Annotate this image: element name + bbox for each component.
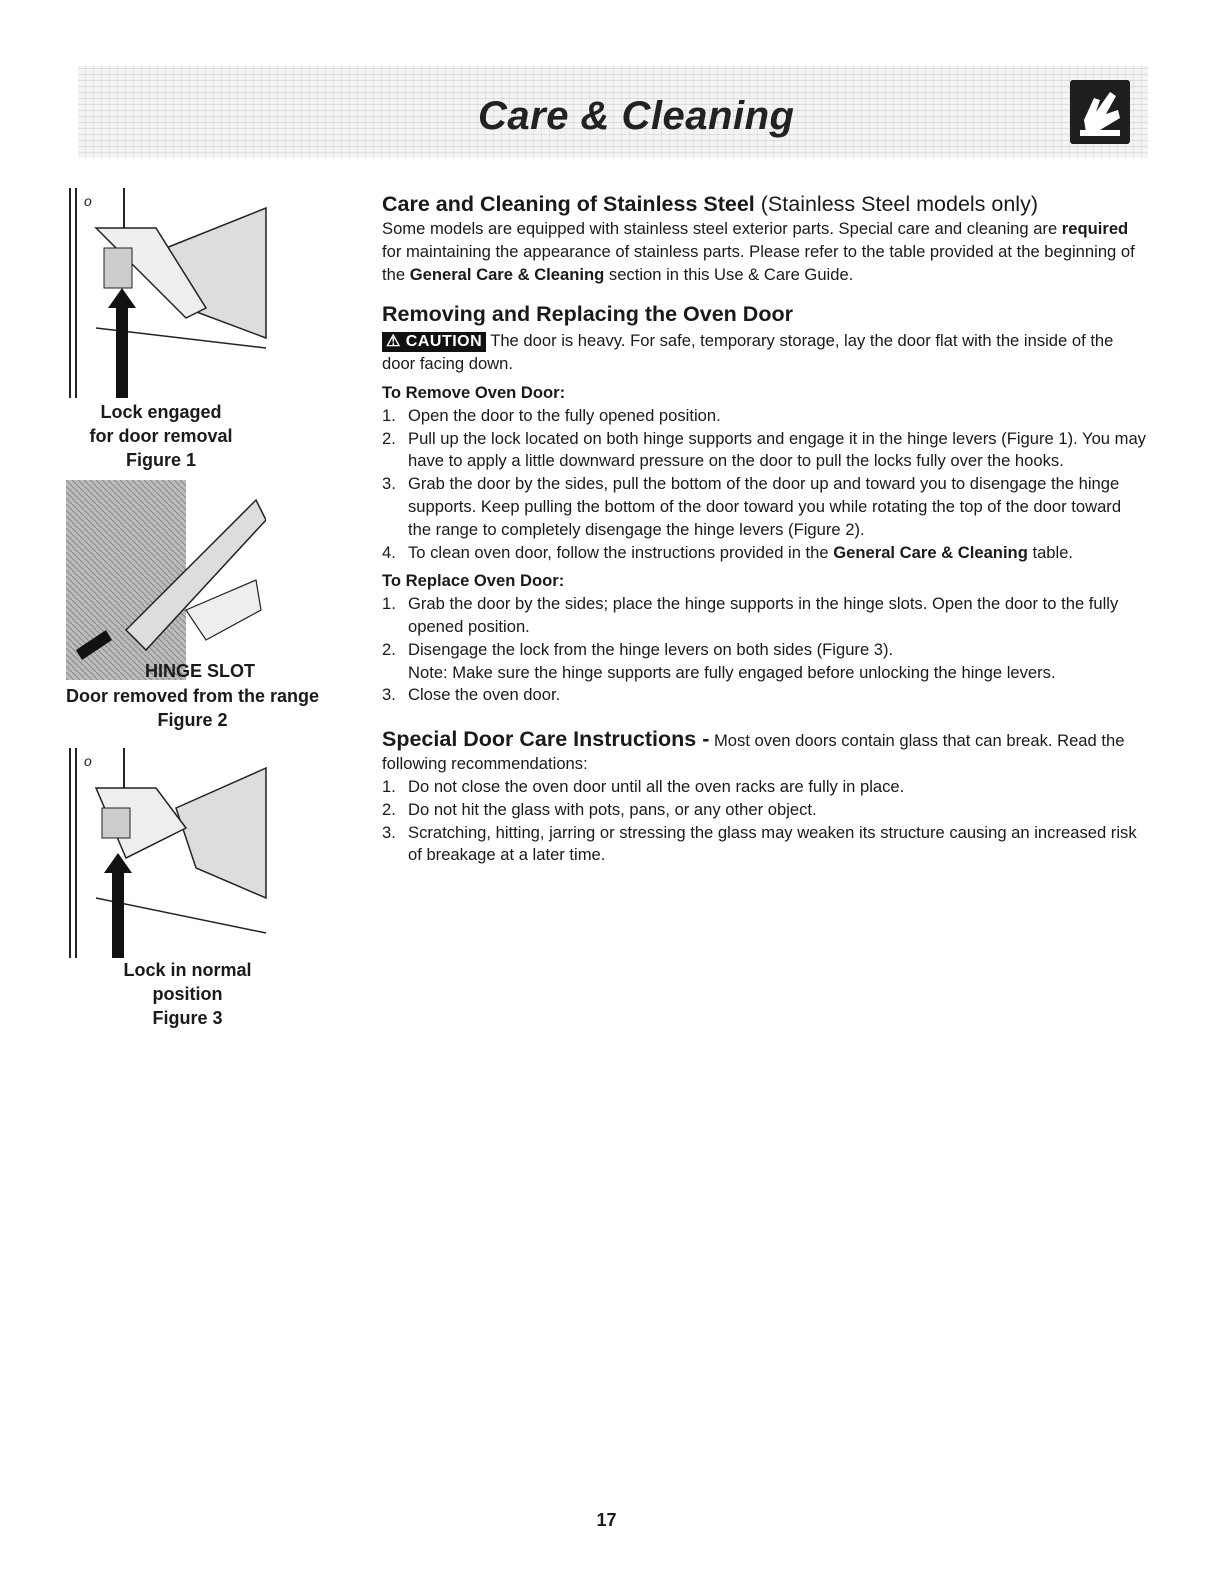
- list-number: 2.: [382, 639, 396, 659]
- stainless-paragraph: [382, 218, 1147, 286]
- svg-text:o: o: [84, 193, 92, 209]
- list-number: 1.: [382, 594, 396, 614]
- paragraph-text: section in this Use & Care Guide.: [604, 264, 854, 284]
- list-text: Pull up the lock located on both hinge supports and engage it in the hinge levers (Figure 1). You may have to apply a little downward pressure on the door to pull the locks fully over the hooks.: [408, 428, 1146, 471]
- stainless-heading-text: Care and Cleaning of Stainless Steel: [382, 192, 755, 216]
- list-text: Disengage the lock from the hinge levers on both sides (Figure 3).: [408, 639, 894, 659]
- list-bold: General Care & Cleaning: [833, 542, 1028, 562]
- door-heading: Removing and Replacing the Oven Door: [382, 302, 793, 327]
- stainless-heading: [382, 190, 1147, 218]
- main-content: [382, 190, 1147, 867]
- replace-note: Note: Make sure the hinge supports are fully engaged before unlocking the hinge levers.: [408, 662, 1056, 682]
- list-text: To clean oven door, follow the instructions provided in the: [408, 542, 834, 562]
- special-paragraph: [382, 725, 1147, 776]
- caption-line: Door removed from the range: [65, 686, 320, 706]
- svg-text:o: o: [84, 753, 92, 769]
- caution-paragraph: [382, 330, 1147, 376]
- page-title: Care & Cleaning: [478, 94, 795, 138]
- special-steps: [382, 776, 1147, 867]
- list-item: [382, 822, 1147, 868]
- paragraph-text: for maintaining the appearance of stainless parts. Please refer to the table provided at the beginning of the: [382, 241, 1135, 284]
- list-number: 3.: [382, 474, 396, 494]
- list-text: table.: [1027, 542, 1074, 562]
- caption-line: Lock in normal: [123, 960, 252, 980]
- caution-label: CAUTION: [405, 333, 483, 351]
- special-intro: Most oven doors contain glass that can break. Read the following recommendations:: [382, 731, 1125, 774]
- figure-3-caption: [100, 958, 275, 1030]
- list-item: [382, 799, 1147, 822]
- list-number: 1.: [382, 405, 396, 425]
- caution-text: The door is heavy. For safe, temporary storage, lay the door flat with the inside of the door facing down.: [382, 331, 1114, 374]
- list-item: [382, 593, 1147, 639]
- caption-line: Figure 3: [152, 1008, 223, 1028]
- list-number: 3.: [382, 685, 396, 705]
- figure-1-caption: [66, 400, 256, 472]
- figure-2-caption: [40, 684, 345, 732]
- list-item: [382, 639, 1147, 685]
- header-banner: [78, 66, 1148, 158]
- list-text: Grab the door by the sides; place the hinge supports in the hinge slots. Open the door to the fully opened position.: [408, 594, 1119, 636]
- caution-badge: ⚠ CAUTION: [382, 332, 486, 352]
- list-item: [382, 776, 1147, 799]
- page-number: 17: [596, 1510, 617, 1530]
- list-number: 1.: [382, 776, 396, 796]
- hand-wiping-icon: [1070, 80, 1130, 144]
- figure-3-image: [66, 748, 276, 958]
- list-item: [382, 542, 1147, 565]
- list-text: Open the door to the fully opened position.: [408, 405, 721, 425]
- list-text: Do not close the oven door until all the oven racks are fully in place.: [408, 776, 905, 796]
- list-number: 4.: [382, 542, 396, 562]
- caption-line: Figure 1: [125, 450, 196, 470]
- list-item: [382, 684, 1147, 707]
- replace-heading: To Replace Oven Door:: [382, 571, 565, 591]
- replace-steps: [382, 593, 1147, 707]
- caption-line: Figure 2: [157, 710, 228, 730]
- list-item: [382, 428, 1147, 474]
- remove-steps: [382, 405, 1147, 565]
- list-text: Scratching, hitting, jarring or stressing the glass may weaken its structure causing an increased risk of breakage at a later time.: [408, 822, 1137, 865]
- caption-line: position: [152, 984, 223, 1004]
- list-number: 2.: [382, 428, 396, 448]
- list-text: Close the oven door.: [408, 685, 561, 705]
- paragraph-text: Some models are equipped with stainless steel exterior parts. Special care and cleaning are: [382, 219, 1062, 238]
- stainless-heading-note: (Stainless Steel models only): [760, 192, 1038, 216]
- list-number: 2.: [382, 799, 396, 819]
- list-text: Do not hit the glass with pots, pans, or any other object.: [408, 799, 817, 819]
- list-number: 3.: [382, 822, 396, 842]
- list-text: Grab the door by the sides, pull the bottom of the door up and toward you to disengage the hinge supports. Keep pulling the bottom of the door toward you while rotating the top of the door toward the range to completely disengage the hinge levers (Figure 2).: [408, 474, 1122, 539]
- special-heading: Special Door Care Instructions -: [382, 727, 710, 752]
- paragraph-bold: General Care & Cleaning: [409, 264, 605, 284]
- hinge-slot-label: HINGE SLOT: [145, 661, 256, 681]
- list-item: [382, 405, 1147, 428]
- figure-1-image: [66, 188, 276, 398]
- list-item: [382, 473, 1147, 541]
- remove-heading: To Remove Oven Door:: [382, 382, 566, 402]
- caption-line: for door removal: [89, 426, 233, 446]
- caption-line: Lock engaged: [100, 402, 222, 422]
- paragraph-bold: required: [1061, 219, 1129, 238]
- figure-2-image: [66, 480, 266, 680]
